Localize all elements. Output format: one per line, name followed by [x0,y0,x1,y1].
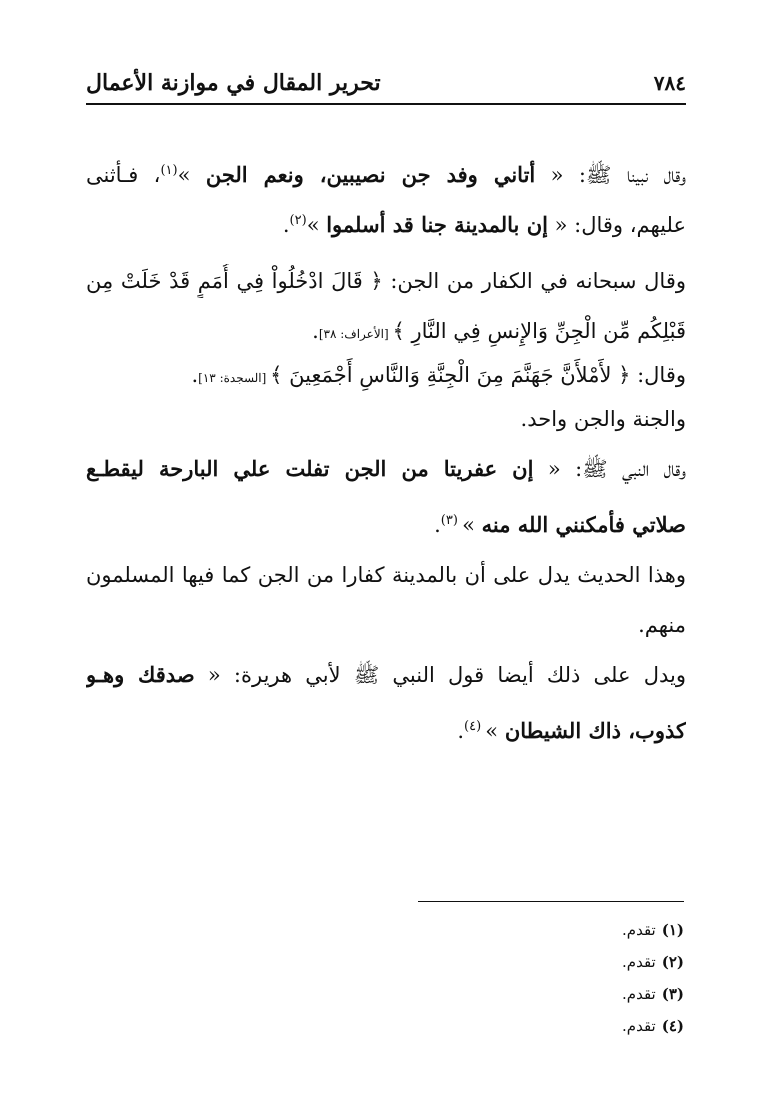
footnote-mark: (١) [160,163,178,178]
footnote-mark: (٢) [289,213,307,228]
quran-verse: ﴿ لأَمْلأَنَّ جَهَنَّمَ مِنَ الْجِنَّةِ وَالنَّاسِ أَجْمَعِينَ ﴾ [270,363,631,387]
footnote-number: (٤) [661,1017,684,1035]
footnote-item [418,918,684,950]
quran-verse: قَبْلِكُم مِّن الْجِنِّ وَالإِنسِ فِي النَّارِ ﴾ [392,319,686,343]
text-run: عليهم، وقال: « [547,213,686,237]
text-run: وقال النبي ﷺ: « [533,457,686,481]
hadith-quote: أتاني وفد جن نصيبين، ونعم الجن [205,162,536,187]
paragraph-5-line-2 [86,508,686,542]
paragraph-4 [86,402,686,436]
hadith-quote: صدقك وهـو [86,662,195,687]
text-run: » [462,513,482,537]
hadith-quote: صلاتي فأمكنني الله منه [481,512,686,537]
paragraph-2-line-2 [86,314,686,348]
text-run: . [457,719,464,743]
footnote-text: تقدم. [622,953,656,971]
paragraph-7-line-2 [86,714,686,748]
text-run: وقال سبحانه في الكفار من الجن: ﴿ قَالَ ادْخُلُواْ فِي أُمَمٍ قَدْ خَلَتْ مِن [86,269,686,293]
paragraph-1-line-2 [86,208,686,242]
verse-reference: [الأعراف: ٣٨] [318,327,393,341]
footnote-mark: (٣) [440,513,463,528]
text-run: » [306,213,327,237]
running-header [86,68,686,98]
footnote-separator [418,901,684,902]
footnote-item [418,1014,684,1046]
footnote-item [418,950,684,982]
text-run: وقال: [630,363,686,387]
header-rule [86,103,686,105]
footnote-text: تقدم. [622,1017,656,1035]
footnote-number: (١) [661,921,684,939]
paragraph-7-line-1 [86,658,686,692]
hadith-quote: كذوب، ذاك الشيطان [504,718,686,743]
text-run: وهذا الحديث يدل على أن بالمدينة كفارا من الجن كما فيها المسلمون [86,563,686,587]
paragraph-2-line-1 [86,264,686,298]
footnote-number: (٣) [661,985,684,1003]
text-run: والجنة والجن واحد. [520,407,686,431]
footnote-text: تقدم. [622,921,656,939]
text-run: وقال نبينا ﷺ: « [535,163,686,187]
page-number: ٧٨٤ [653,71,686,95]
book-title: تحرير المقال في موازنة الأعمال [86,70,381,96]
text-run: » [485,719,505,743]
paragraph-1-line-1 [86,158,686,192]
hadith-quote: إن عفريتا من الجن تفلت علي البارحة ليقطـع [86,456,534,481]
text-run: . [191,363,199,387]
text-run: . [434,513,441,537]
verse-reference: [السجدة: ١٣] [198,371,271,385]
text-run: منهم. [638,613,686,637]
text-run: . [312,319,319,343]
footnote-item [418,982,684,1014]
text-run: ويدل على ذلك أيضا قول النبي ﷺ لأبي هريرة: « [194,663,686,687]
hadith-quote: إن بالمدينة جنا قد أسلموا [326,212,548,237]
text-run: » [177,163,206,187]
body-text [86,158,686,748]
paragraph-6-line-1 [86,558,686,592]
text-run: ، فـأثنى [86,163,161,187]
text-run: . [282,213,290,237]
footnote-mark: (٤) [464,719,486,734]
paragraph-6-line-2 [86,608,686,642]
paragraph-5-line-1 [86,452,686,486]
footnote-number: (٢) [661,953,684,971]
paragraph-3 [86,358,686,392]
footnote-text: تقدم. [622,985,656,1003]
footnotes [418,918,684,1046]
